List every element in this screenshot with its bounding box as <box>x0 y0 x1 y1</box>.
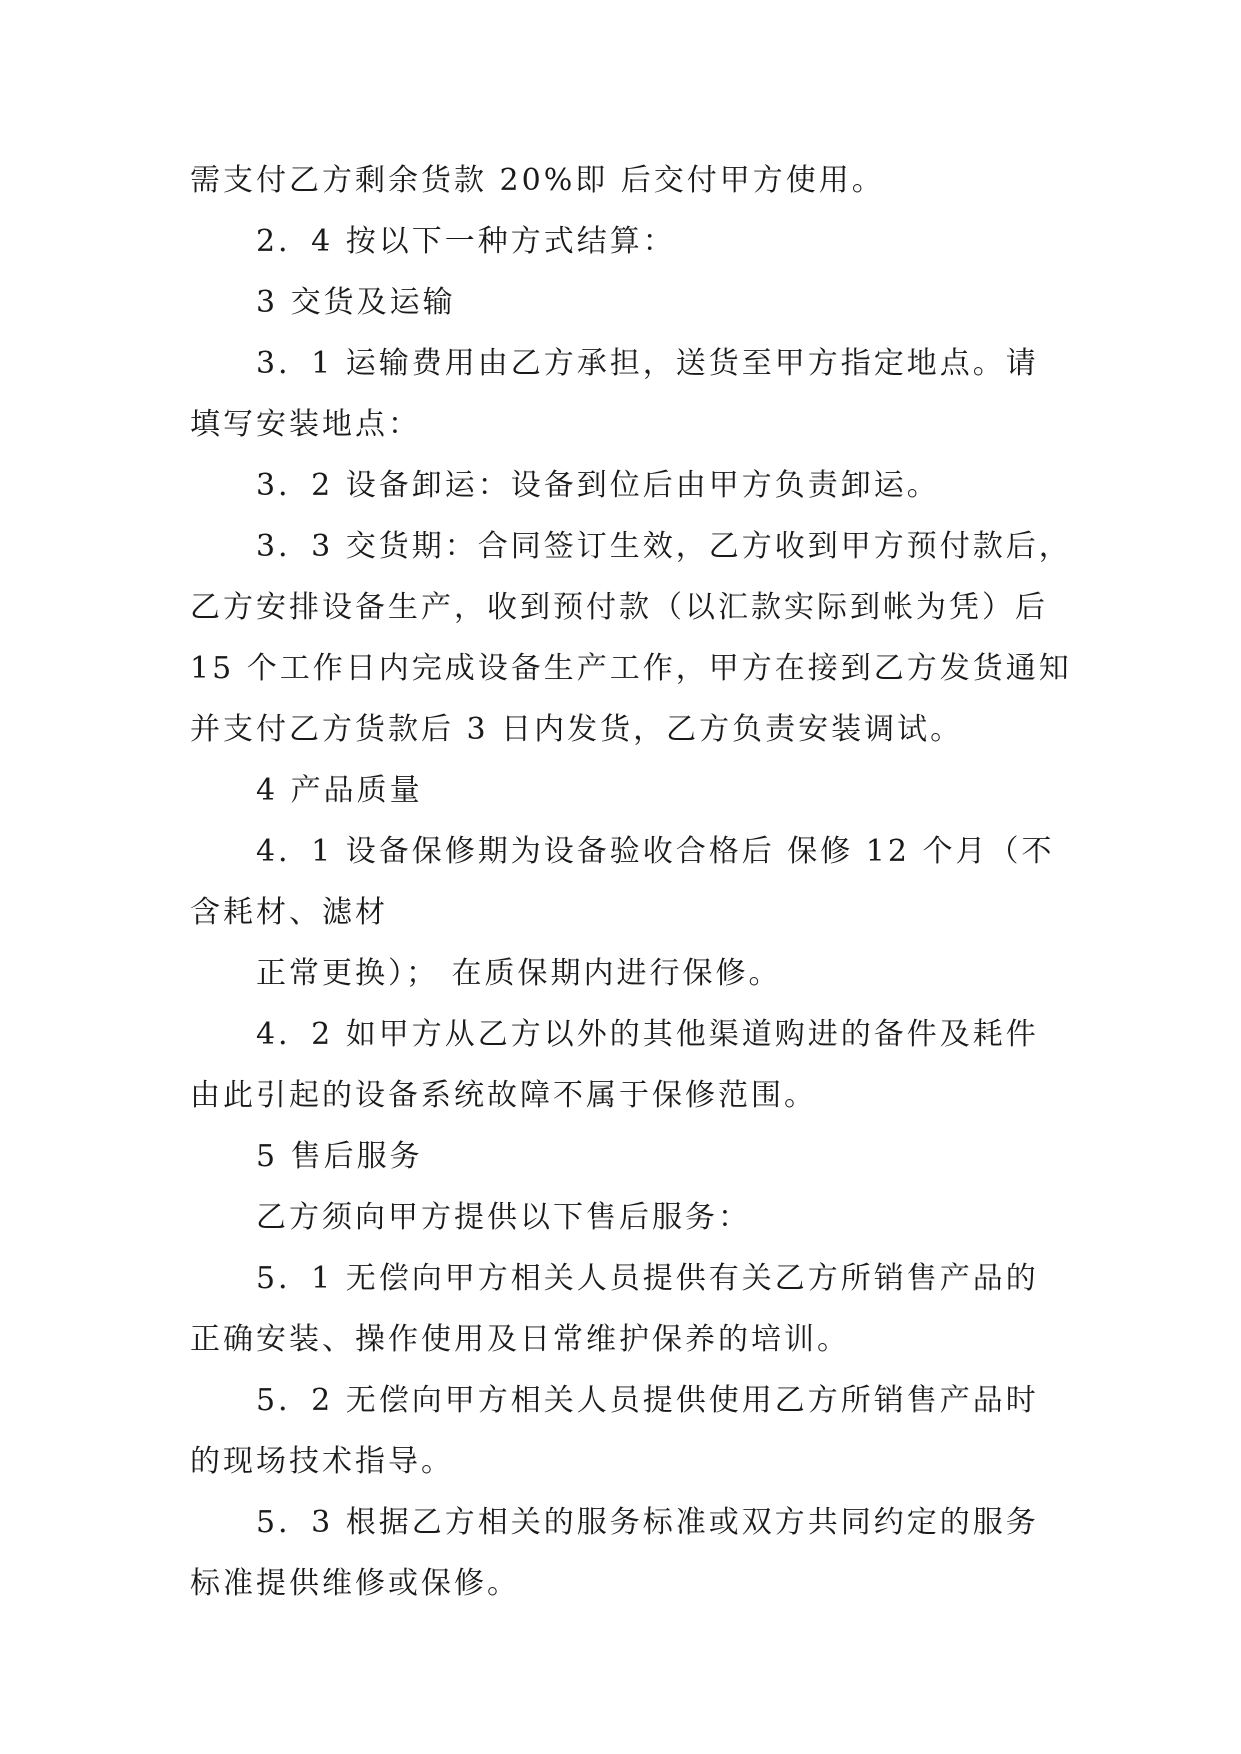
text-line: 并支付乙方货款后 3 日内发货，乙方负责安装调试。 <box>190 712 964 747</box>
text-line: 标准提供维修或保修。 <box>190 1566 520 1601</box>
clause-3-3: 3．3 交货期：合同签订生效，乙方收到甲方预付款后， <box>256 529 1072 564</box>
text-line: 的现场技术指导。 <box>190 1444 454 1479</box>
clause-4-1: 4．1 设备保修期为设备验收合格后 保修 12 个月（不 <box>256 834 1055 869</box>
text-line: 由此引起的设备系统故障不属于保修范围。 <box>190 1078 817 1113</box>
text-line: 15 个工作日内完成设备生产工作，甲方在接到乙方发货通知 <box>190 651 1072 686</box>
clause-3-2: 3．2 设备卸运：设备到位后由甲方负责卸运。 <box>256 468 940 503</box>
clause-5-3: 5．3 根据乙方相关的服务标准或双方共同约定的服务 <box>256 1505 1039 1540</box>
section-3-heading: 3 交货及运输 <box>256 285 456 320</box>
clause-3-1: 3．1 运输费用由乙方承担，送货至甲方指定地点。请 <box>256 346 1039 381</box>
text-line: 乙方须向甲方提供以下售后服务： <box>256 1200 751 1235</box>
clause-4-2: 4．2 如甲方从乙方以外的其他渠道购进的备件及耗件 <box>256 1017 1039 1052</box>
text-line: 含耗材、滤材 <box>190 895 388 930</box>
text-line: 需支付乙方剩余货款 20%即 后交付甲方使用。 <box>190 163 885 198</box>
text-line: 正常更换）； 在质保期内进行保修。 <box>256 956 782 991</box>
clause-5-1: 5．1 无偿向甲方相关人员提供有关乙方所销售产品的 <box>256 1261 1039 1296</box>
text-line: 正确安装、操作使用及日常维护保养的培训。 <box>190 1322 850 1357</box>
document-body <box>190 150 1070 1614</box>
section-4-heading: 4 产品质量 <box>256 773 423 808</box>
clause-5-2: 5．2 无偿向甲方相关人员提供使用乙方所销售产品时 <box>256 1383 1039 1418</box>
text-line: 乙方安排设备生产，收到预付款（以汇款实际到帐为凭）后 <box>190 590 1048 625</box>
section-5-heading: 5 售后服务 <box>256 1139 423 1174</box>
clause-2-4: 2．4 按以下一种方式结算： <box>256 224 676 259</box>
text-line: 填写安装地点： <box>190 407 421 442</box>
